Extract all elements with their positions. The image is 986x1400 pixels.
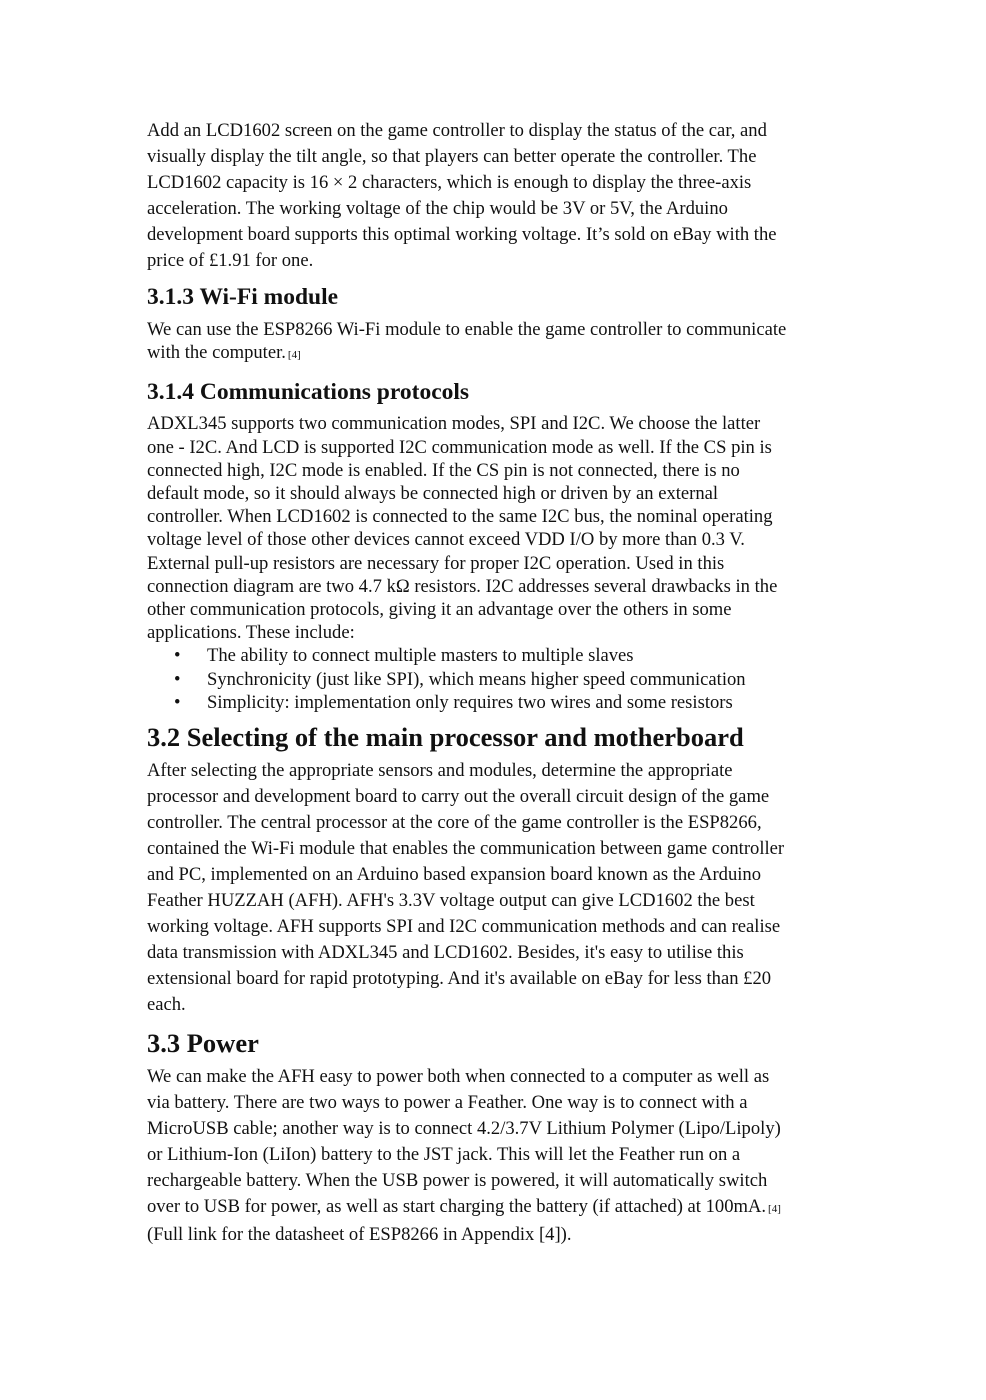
text-line: Feather HUZZAH (AFH). AFH's 3.3V voltage output can give LCD1602 the best	[147, 890, 755, 912]
text-line: We can make the AFH easy to power both when connected to a computer as well as	[147, 1066, 770, 1088]
text-line: We can use the ESP8266 Wi-Fi module to enable the game controller to communicate	[147, 319, 787, 340]
power-paragraph	[147, 1064, 847, 1248]
text-line: via battery. There are two ways to power a Feather. One way is to connect with a	[147, 1092, 748, 1114]
text-line: connected high, I2C mode is enabled. If the CS pin is not connected, there is no	[147, 459, 740, 481]
text-line: or Lithium-Ion (LiIon) battery to the JST jack. This will let the Feather run on a	[147, 1144, 741, 1166]
communications-protocols-paragraph	[147, 412, 847, 644]
text-line: development board supports this optimal working voltage. It’s sold on eBay with the	[147, 224, 777, 245]
bullet-icon: •	[174, 645, 181, 667]
text-line: After selecting the appropriate sensors and modules, determine the appropriate	[147, 760, 733, 782]
section-heading-communications-protocols: 3.1.4 Communications protocols	[147, 379, 470, 406]
document-page	[147, 118, 847, 1248]
text-line: over to USB for power, as well as start charging the battery (if attached) at 100mA.	[147, 1196, 767, 1218]
text-line: acceleration. The working voltage of the chip would be 3V or 5V, the Arduino	[147, 198, 728, 219]
text-line: price of £1.91 for one.	[147, 250, 314, 271]
section-heading-main-processor: 3.2 Selecting of the main processor and motherboard	[147, 722, 744, 753]
text-line: applications. These include:	[147, 622, 355, 644]
list-item: • Synchronicity (just like SPI), which means higher speed communication	[174, 668, 746, 690]
list-item: • Simplicity: implementation only requires two wires and some resistors	[174, 691, 733, 713]
text-line: other communication protocols, giving it an advantage over the others in some	[147, 599, 732, 621]
text-line: and PC, implemented on an Arduino based expansion board known as the Arduino	[147, 864, 762, 886]
text-line: default mode, so it should always be connected high or driven by an external	[147, 483, 719, 505]
main-processor-paragraph	[147, 758, 847, 1018]
bullet-icon: •	[174, 691, 181, 713]
text-line: processor and development board to carry out the overall circuit design of the game	[147, 786, 770, 808]
text-line: one - I2C. And LCD is supported I2C communication mode as well. If the CS pin is	[147, 436, 772, 458]
wifi-module-paragraph	[147, 318, 847, 367]
text-line: extensional board for rapid prototyping. And it's available on eBay for less than £20	[147, 968, 772, 990]
intro-paragraph	[147, 118, 847, 274]
text-line: LCD1602 capacity is 16 × 2 characters, which is enough to display the three-axis	[147, 172, 752, 193]
text-line: connection diagram are two 4.7 kΩ resistors. I2C addresses several drawbacks in the	[147, 575, 778, 597]
text-line: data transmission with ADXL345 and LCD1602. Besides, it's easy to utilise this	[147, 942, 744, 964]
text-line: contained the Wi-Fi module that enables the communication between game controller	[147, 838, 785, 860]
citation-reference: [4]	[768, 1203, 781, 1216]
section-heading-power: 3.3 Power	[147, 1028, 259, 1059]
text-line: working voltage. AFH supports SPI and I2C communication methods and can realise	[147, 916, 781, 938]
text-line: with the computer.	[147, 342, 286, 364]
text-line: (Full link for the datasheet of ESP8266 in Appendix [4]).	[147, 1224, 572, 1246]
text-line: rechargeable battery. When the USB power is powered, it will automatically switch	[147, 1170, 768, 1192]
text-line: ADXL345 supports two communication modes, SPI and I2C. We choose the latter	[147, 413, 761, 435]
bullet-icon: •	[174, 668, 181, 690]
text-line: controller. The central processor at the core of the game controller is the ESP8266,	[147, 812, 762, 834]
i2c-advantages-list	[147, 644, 847, 714]
text-line: each.	[147, 994, 186, 1016]
section-heading-wifi-module: 3.1.3 Wi-Fi module	[147, 284, 339, 310]
list-item: • The ability to connect multiple masters to multiple slaves	[174, 645, 634, 667]
text-line: Add an LCD1602 screen on the game controller to display the status of the car, and	[147, 120, 767, 141]
text-line: visually display the tilt angle, so that players can better operate the controller. The	[147, 146, 757, 167]
text-line: controller. When LCD1602 is connected to the same I2C bus, the nominal operating	[147, 506, 773, 528]
text-line: voltage level of those other devices cannot exceed VDD I/O by more than 0.3 V.	[147, 529, 745, 551]
citation-reference: [4]	[287, 349, 301, 362]
text-line: MicroUSB cable; another way is to connect 4.2/3.7V Lithium Polymer (Lipo/Lipoly)	[147, 1118, 781, 1140]
text-line: External pull-up resistors are necessary for proper I2C operation. Used in this	[147, 552, 725, 574]
